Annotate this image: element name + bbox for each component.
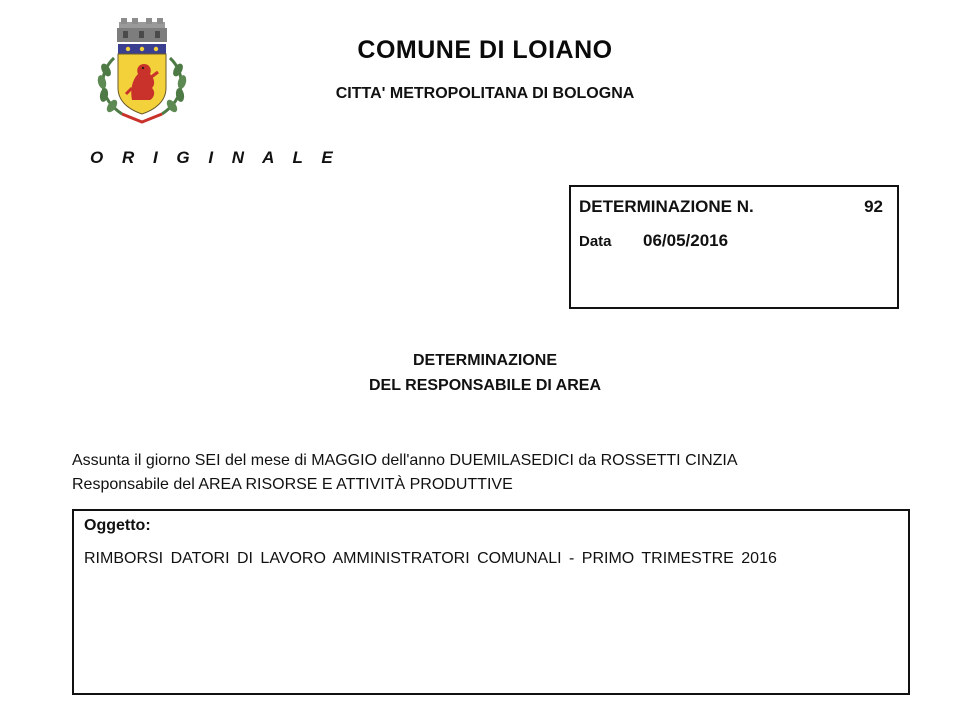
determinazione-number: 92 — [864, 197, 883, 216]
assunta-line1: Assunta il giorno SEI del mese di MAGGIO dell'anno DUEMILASEDICI da ROSSETTI CINZIA — [72, 452, 738, 469]
determinazione-box — [569, 185, 899, 309]
date-label: Data — [579, 233, 612, 250]
assunta-paragraph — [72, 449, 932, 497]
document-heading-line2: DEL RESPONSABILE DI AREA — [368, 377, 602, 394]
oggetto-box — [72, 509, 910, 695]
assunta-line2: Responsabile del AREA RISORSE E ATTIVITÀ PRODUTTIVE — [72, 476, 513, 493]
municipality-subtitle: CITTA' METROPOLITANA DI BOLOGNA — [335, 85, 635, 102]
oggetto-text: RIMBORSI DATORI DI LAVORO AMMINISTRATORI COMUNALI - PRIMO TRIMESTRE 2016 — [84, 550, 777, 567]
document-status: O R I G I N A L E — [90, 148, 340, 167]
municipality-title: COMUNE DI LOIANO — [357, 36, 613, 64]
coat-of-arms-icon — [92, 18, 192, 126]
oggetto-label: Oggetto: — [84, 517, 151, 534]
document-heading-line1: DETERMINAZIONE — [413, 352, 557, 369]
date-value: 06/05/2016 — [643, 231, 729, 250]
determinazione-label: DETERMINAZIONE N. — [579, 197, 754, 216]
